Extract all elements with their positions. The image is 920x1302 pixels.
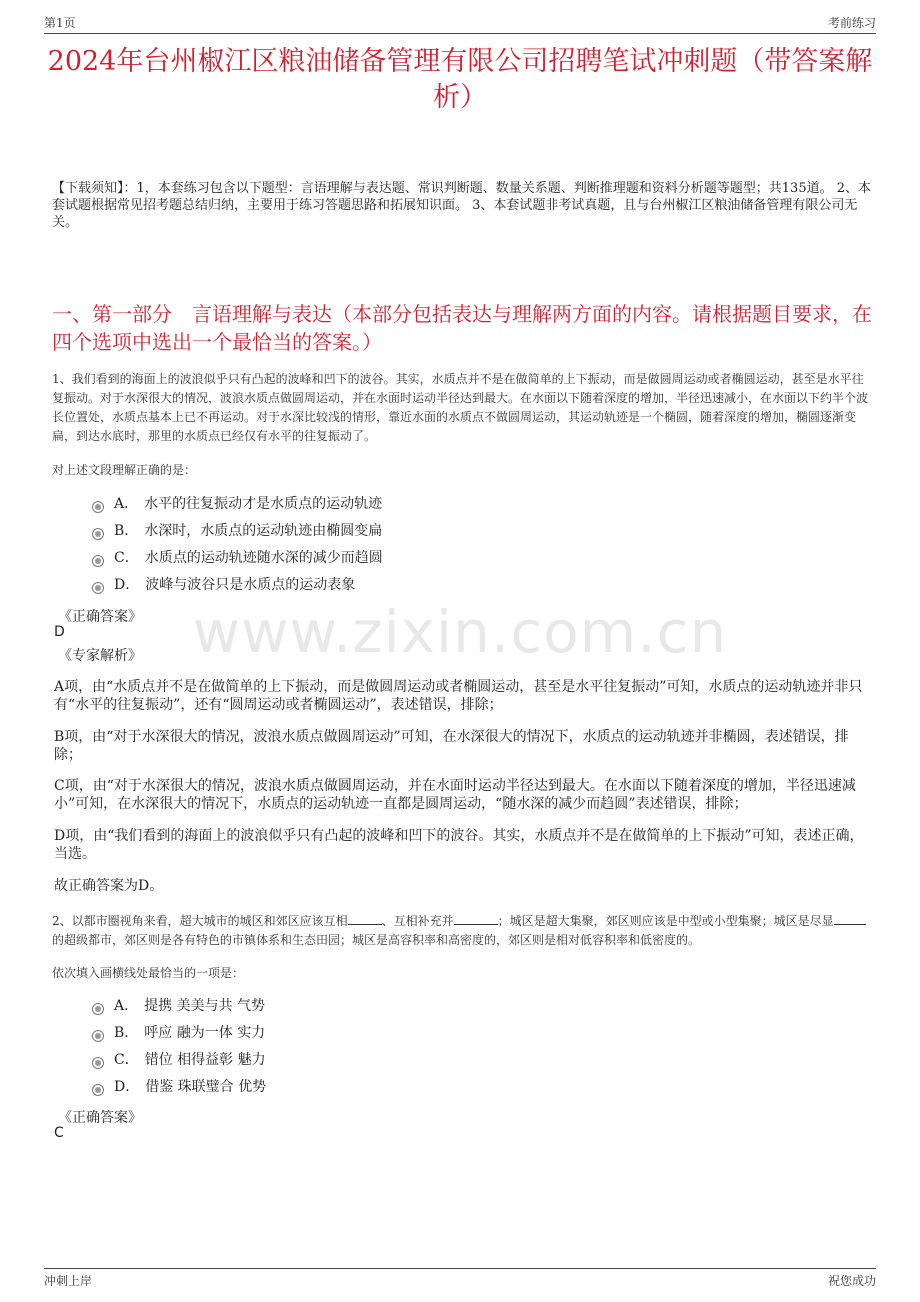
question-1-text: 1、我们看到的海面上的波浪似乎只有凸起的波峰和凹下的波谷。其实，水质点并不是在做简单的上下振动，而是做圆周运动或者椭圆运动，甚至是水平往复振动。对于水深很大的情况，波浪水质点做圆周运动，并在水面时运动半径达到最大。在水面以下随着深度的增加，半径迅速减小，在水面以下约半个波长位置处，水质点基本上已不再运动。对于水深比较浅的情形，靠近水面的水质点不做圆周运动，其运动轨迹是一个椭圆，随着深度的增加，椭圆逐渐变扁，到达水底时，那里的水质点已经仅有水平的往复振动了。 xyxy=(52,372,869,443)
option-text: 错位 相得益彰 魅力 xyxy=(144,1052,266,1068)
fill-blank xyxy=(454,912,498,925)
question-1-options xyxy=(92,494,383,602)
option-text: 水深时，水质点的运动轨迹由椭圆变扁 xyxy=(144,523,383,539)
question-2-text-part: 2、以都市圈视角来看，超大城市的城区和郊区应该互相 xyxy=(52,914,348,928)
document-title: 2024年台州椒江区粮油储备管理有限公司招聘笔试冲刺题（带答案解析） xyxy=(47,46,873,113)
question-2-option-d[interactable] xyxy=(92,1077,266,1104)
download-notice: 【下载须知】：1，本套练习包含以下题型：言语理解与表达题、常识判断题、数量关系题、判断推理题和资料分析题等题型；共135道。 2、本套试题根据常见招考题总结归纳，主要用于练习答题思路和拓展知识面。 3、本套试题非考试真题，且与台州椒江区粮油储备管理有限公司无关。 xyxy=(52,181,871,230)
option-letter: A． xyxy=(114,998,139,1014)
option-text: 借鉴 珠联璧合 优势 xyxy=(145,1079,267,1095)
radio-icon[interactable] xyxy=(92,1030,104,1042)
footer-left-text: 冲刺上岸 xyxy=(44,1274,93,1288)
option-letter: C． xyxy=(114,1052,139,1068)
question-2-text-part: ；城区是超大集聚，郊区则应该是中型或小型集聚；城区是尽显 xyxy=(497,914,834,928)
radio-icon[interactable] xyxy=(92,1084,104,1096)
radio-icon[interactable] xyxy=(92,555,104,567)
question-2-text-part: 的超级都市，郊区则是各有特色的市镇体系和生态田园；城区是高容积率和高密度的，郊区则是相对低容积率和低密度的。 xyxy=(52,933,701,947)
radio-icon[interactable] xyxy=(92,528,104,540)
option-letter: C． xyxy=(114,550,139,566)
question-1-option-c[interactable] xyxy=(92,548,383,575)
header-divider xyxy=(44,33,876,34)
option-letter: D． xyxy=(114,577,140,593)
radio-icon[interactable] xyxy=(92,582,104,594)
header-page-number: 第1页 xyxy=(44,16,76,30)
question-2-option-a[interactable] xyxy=(92,996,266,1023)
question-2-answer: C xyxy=(54,1125,64,1141)
question-2-text-part: 、互相补充并 xyxy=(381,914,454,928)
question-1-answer-label: 《正确答案》 xyxy=(58,609,142,625)
radio-icon[interactable] xyxy=(92,1003,104,1015)
option-letter: B． xyxy=(114,1025,139,1041)
analysis-paragraph: B项，由“对于水深很大的情况，波浪水质点做圆周运动”可知，在水深很大的情况下，水质点的运动轨迹并非椭圆，表述错误，排除； xyxy=(54,729,849,763)
question-1-prompt: 对上述文段理解正确的是： xyxy=(52,463,197,477)
question-2-options xyxy=(92,996,266,1104)
radio-icon[interactable] xyxy=(92,501,104,513)
analysis-paragraph: C项，由“对于水深很大的情况，波浪水质点做圆周运动，并在水面时运动半径达到最大。在水面以下随着深度的增加，半径迅速减小”可知，在水深很大的情况下，水质点的运动轨迹一直都是圆周运动，“随水深的减少而趋圆”表述错误，排除； xyxy=(54,778,856,812)
question-1-option-d[interactable] xyxy=(92,575,383,602)
question-1-analysis-label: 《专家解析》 xyxy=(58,648,142,664)
option-text: 水平的往复振动才是水质点的运动轨迹 xyxy=(144,496,383,512)
question-1-option-b[interactable] xyxy=(92,521,383,548)
header-label: 考前练习 xyxy=(827,16,876,30)
option-text: 提携 美美与共 气势 xyxy=(144,998,266,1014)
option-text: 波峰与波谷只是水质点的运动表象 xyxy=(145,577,356,593)
option-letter: A． xyxy=(114,496,139,512)
fill-blank xyxy=(348,912,382,925)
analysis-paragraph: A项，由“水质点并不是在做简单的上下振动，而是做圆周运动或者椭圆运动，甚至是水平往复振动”可知，水质点的运动轨迹并非只有“水平的往复振动”，还有“圆周运动或者椭圆运动”，表述错误，排除； xyxy=(54,679,863,713)
option-text: 呼应 融为一体 实力 xyxy=(144,1025,266,1041)
footer-right-text: 祝您成功 xyxy=(827,1274,876,1288)
question-2-answer-label: 《正确答案》 xyxy=(58,1110,142,1126)
analysis-conclusion: 故正确答案为D。 xyxy=(54,878,164,894)
fill-blank xyxy=(834,912,866,925)
question-1-answer: D xyxy=(54,624,65,640)
question-2-prompt: 依次填入画横线处最恰当的一项是： xyxy=(52,966,245,980)
option-letter: B． xyxy=(114,523,139,539)
question-2-option-c[interactable] xyxy=(92,1050,266,1077)
question-2-option-b[interactable] xyxy=(92,1023,266,1050)
section-title: 一、第一部分 言语理解与表达（本部分包括表达与理解两方面的内容。请根据题目要求，在四个选项中选出一个最恰当的答案。） xyxy=(52,302,872,354)
option-text: 水质点的运动轨迹随水深的减少而趋圆 xyxy=(144,550,383,566)
footer-divider xyxy=(44,1268,876,1269)
radio-icon[interactable] xyxy=(92,1057,104,1069)
option-letter: D． xyxy=(114,1079,140,1095)
watermark: www.zixin.com.cn xyxy=(192,598,728,666)
analysis-paragraph: D项，由“我们看到的海面上的波浪似乎只有凸起的波峰和凹下的波谷。其实，水质点并不是在做简单的上下振动”可知，表述正确，当选。 xyxy=(54,828,864,862)
question-2-text xyxy=(52,912,872,950)
question-1-option-a[interactable] xyxy=(92,494,383,521)
